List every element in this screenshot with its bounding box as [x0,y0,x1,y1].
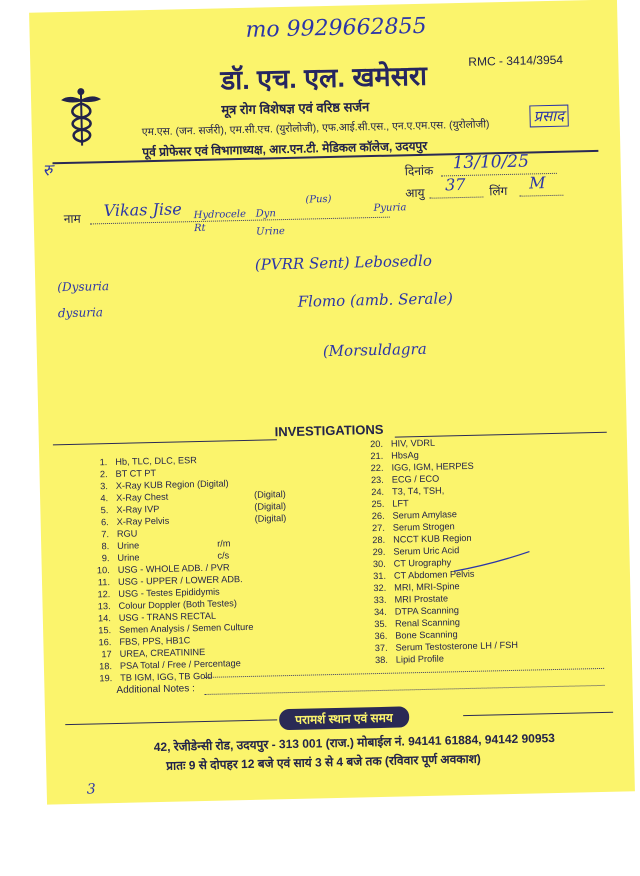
item-label: DTPA Scanning [394,605,460,617]
age-line [429,197,483,199]
investigation-item[interactable] [87,635,190,647]
item-number: 28. [372,534,386,546]
clinic-address: 42, रेजीडेन्सी रोड, उदयपुर - 313 001 (राज.) मोबाईल नं. 94141 61884, 94142 90953 [153,731,556,755]
item-number: 37. [374,642,388,654]
item-label: MRI Prostate [394,593,449,605]
item-label: Hb, TLC, DLC, ESR [115,455,197,467]
item-number: 38. [374,654,388,666]
item-label: USG - UPPER / LOWER ADB. [117,574,243,587]
item-label: X-Ray Chest [116,491,169,503]
stamp-note: प्रसाद [529,105,568,128]
item-number: 25. [371,498,385,510]
item-number: 24. [371,486,385,498]
investigation-item[interactable] [361,545,459,557]
name-value: Vikas Jise [103,199,182,221]
investigation-item[interactable] [360,474,440,486]
item-number: 35. [374,618,388,630]
hw-note-rt: Rt [193,222,206,235]
item-label: NCCT KUB Region [393,532,472,545]
item-number: 3. [100,481,108,492]
prescription-sheet [29,0,635,805]
investigation-item[interactable] [87,622,253,636]
item-label: X-Ray IVP [116,503,160,515]
handwritten-mobile-number: mo 9929662855 [245,13,427,43]
item-label: X-Ray KUB Region (Digital) [115,478,229,491]
item-number: 2. [99,469,108,480]
item-number: 33. [373,594,387,606]
investigation-item[interactable] [362,593,448,605]
item-number: 23. [370,474,384,486]
digital-tag-ivp: (Digital) [254,501,287,512]
item-label: TB IGM, IGG, TB Gold [120,670,213,683]
investigation-item[interactable] [359,450,419,461]
consultation-banner: परामर्श स्थान एवं समय [279,706,409,730]
sex-line [519,195,563,197]
doctor-qualifications: एम.एस. (जन. सर्जरी), एम.सी.एच. (युरोलोजी), एफ.आई.सी.एस., एन.ए.एम.एस. (युरोलोजी) [141,118,490,139]
investigation-item[interactable] [360,509,457,521]
item-label: T3, T4, TSH, [391,485,445,497]
investigation-item[interactable] [361,533,472,546]
date-value: 13/10/25 [452,151,530,174]
item-label: BT CT PT [115,468,157,479]
item-label: Semen Analysis / Semen Culture [119,621,254,635]
clinic-timings: प्रातः 9 से दोपहर 12 बजे एवं सायं 3 से 4 बजे तक (रविवार पूर्ण अवकाश) [166,751,481,773]
hw-note-line2: Flomo (amb. Serale) [297,289,454,311]
hw-note-col1 [194,208,247,235]
age-value: 37 [444,174,466,195]
doctor-name: डॉ. एच. एल. खमेसरा [220,60,428,96]
hw-note-col2 [256,205,286,242]
name-label: नाम [63,211,81,227]
item-label: ECG / ECO [391,473,440,485]
investigation-item[interactable] [86,562,230,575]
investigation-item[interactable] [88,658,241,671]
date-label: दिनांक [404,163,434,179]
item-number: 1. [99,457,108,468]
item-label: Serum Uric Acid [393,545,460,557]
item-number: 5. [100,505,109,516]
additional-notes-label: Additional Notes : [116,683,195,696]
item-number: 19. [99,673,113,684]
investigation-item[interactable] [363,605,459,617]
digital-tag-chest: (Digital) [253,489,286,500]
rx-symbol: रु [42,160,53,180]
item-number: 20. [370,438,384,450]
item-label: MRI, MRI-Spine [394,581,460,593]
item-number: 13. [97,601,111,612]
investigation-item[interactable] [88,671,212,684]
item-label: X-Ray Pelvis [116,515,170,527]
hw-note-dyn: Dyn [255,208,276,220]
investigation-item[interactable] [359,438,435,450]
investigation-item[interactable] [363,617,460,629]
item-number: 27. [371,522,385,534]
hw-note-line3: (Morsuldagra [322,339,427,361]
item-label: HIV, VDRL [390,437,436,449]
investigation-item[interactable] [363,640,518,654]
item-number: 18. [99,661,113,672]
urine-tag-rm: r/m [217,538,231,549]
item-number: 6. [100,517,109,528]
item-number: 14. [97,613,111,624]
item-label: Serum Amylase [392,509,458,521]
item-number: 10. [96,565,110,576]
investigation-item[interactable] [361,521,455,533]
item-number: 15. [98,625,112,636]
investigations-divider-right [395,432,607,438]
item-number: 22. [370,462,384,474]
investigations-title: INVESTIGATIONS [274,421,384,440]
item-number: 32. [373,582,387,594]
investigation-item[interactable] [85,552,139,563]
sex-label: लिंग [489,183,508,199]
footer-divider-left [65,719,277,725]
notes-line-1 [204,668,604,678]
item-number: 9. [101,553,110,564]
item-label: USG - Testes Epididymis [118,586,220,599]
hw-note-left [57,273,110,326]
item-number: 17 [101,649,112,660]
item-number: 30. [372,558,386,570]
digital-tag-pelvis: (Digital) [254,513,287,524]
investigation-item[interactable] [362,557,452,569]
item-label: PSA Total / Free / Percentage [119,658,241,671]
hw-note-pus: (Pus) [305,193,332,206]
age-label: आयु [405,185,425,201]
hw-note-pyuria: Pyuria [373,202,407,215]
investigation-item[interactable] [86,598,237,611]
hw-note-hydrocele: Hydrocele [193,208,247,222]
item-number: 36. [374,630,388,642]
investigation-item[interactable] [88,647,206,660]
hw-note-dysuria-2: dysuria [57,305,104,321]
item-number: 29. [372,546,386,558]
investigation-item[interactable] [364,654,444,666]
item-number: 7. [101,529,110,540]
footer-divider-right [463,712,613,716]
investigation-item[interactable] [84,492,168,504]
item-number: 4. [100,493,109,504]
item-label: HbsAg [391,450,419,461]
pen-tick-mark [451,550,532,576]
urine-tag-cs: c/s [217,550,230,561]
item-number: 12. [97,589,111,600]
item-number: 31. [373,570,387,582]
notes-line-2 [205,685,605,695]
investigation-item[interactable] [85,516,170,528]
item-number: 16. [98,637,112,648]
item-label: Renal Scanning [394,617,461,629]
hw-note-dysuria-1: (Dysuria [57,279,110,295]
item-label: Urine [117,552,140,563]
item-label: CT Abdomen Pelvis [393,568,475,581]
investigation-item[interactable] [359,461,473,474]
item-label: CT Urography [393,557,452,569]
item-label: RGU [116,528,138,539]
item-label: Lipid Profile [395,653,444,665]
item-number: 8. [101,541,110,552]
item-label: FBS, PPS, HB1C [119,635,191,647]
investigation-item[interactable] [360,498,409,509]
item-label: Serum Strogen [392,521,455,533]
item-label: IGG, IGM, HERPES [391,460,474,473]
item-number: 26. [371,510,385,522]
item-label: USG - TRANS RECTAL [118,610,217,623]
page-number: 3 [86,781,96,798]
item-number: 11. [97,577,111,588]
investigation-item[interactable] [84,478,229,491]
investigation-item[interactable] [86,574,243,588]
investigation-item[interactable] [83,468,156,480]
item-label: USG - WHOLE ADB. / PVR [117,562,230,575]
investigation-item[interactable] [87,611,216,624]
item-label: UREA, CREATININE [119,646,206,659]
hw-note-line1: (PVRR Sent) Lebosedlo [254,251,433,274]
investigation-item[interactable] [360,485,444,497]
rmc-number: RMC - 3414/3954 [468,52,564,69]
investigation-item[interactable] [84,504,159,516]
investigation-item[interactable] [362,581,460,593]
doctor-specialty: मूत्र रोग विशेषज्ञ एवं वरिष्ठ सर्जन [221,99,370,118]
doctor-former-post: पूर्व प्रोफेसर एवं विभागाध्यक्ष, आर.एन.टी. मेडिकल कॉलेज, उदयपुर [142,138,428,160]
item-label: Bone Scanning [395,629,458,641]
item-label: Urine [117,540,140,551]
investigation-item[interactable] [85,540,139,551]
caduceus-logo [59,85,104,148]
investigation-item[interactable] [85,528,138,539]
item-number: 34. [373,606,387,618]
hw-note-urine: Urine [256,226,286,238]
item-label: LFT [392,498,409,509]
investigations-divider-left [53,439,277,445]
sex-value: M [528,173,546,193]
item-label: Colour Doppler (Both Testes) [118,598,237,611]
investigation-item[interactable] [86,587,220,600]
investigation-item[interactable] [83,455,197,468]
investigation-item[interactable] [363,629,458,641]
item-number: 21. [370,450,384,462]
item-label: Serum Testosterone LH / FSH [395,639,519,653]
